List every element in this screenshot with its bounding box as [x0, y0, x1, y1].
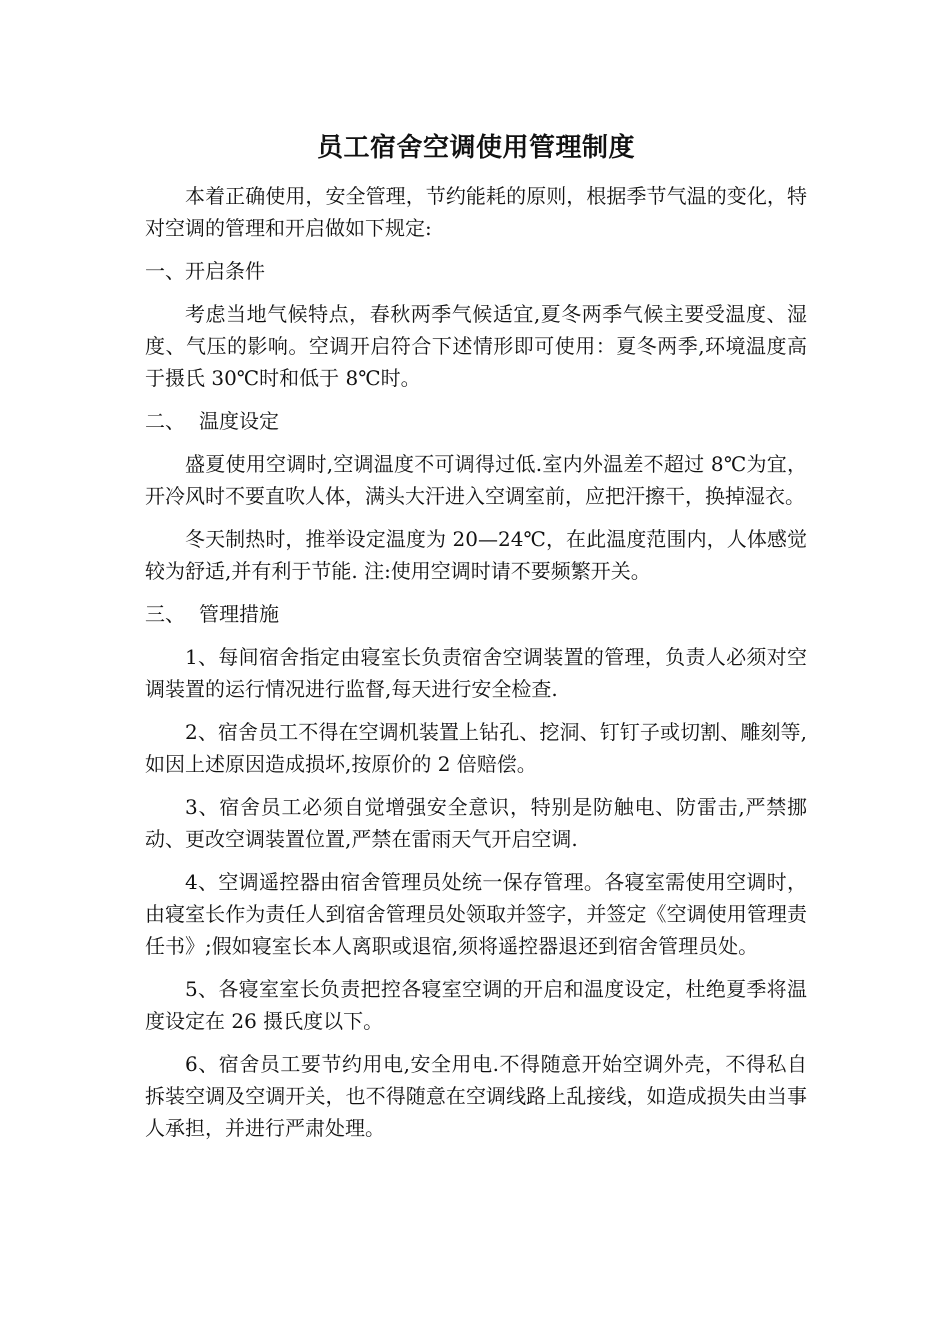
document-page — [145, 128, 807, 1155]
measure-item: 4、空调遥控器由宿舍管理员处统一保存管理。各寝室需使用空调时，由寝室长作为责任人到宿舍管理员处领取并签字，并签定《空调使用管理责任书》;假如寝室长本人离职或退宿,须将遥控器退还到宿舍管理员处。 — [145, 870, 807, 958]
section-number: 三、 — [145, 602, 185, 626]
intro-paragraph: 本着正确使用，安全管理，节约能耗的原则，根据季节气温的变化，特对空调的管理和开启做如下规定: — [145, 184, 807, 240]
section-heading-temperature-setting — [145, 405, 807, 437]
measure-item: 5、各寝室室长负责把控各寝室空调的开启和温度设定，杜绝夏季将温度设定在 26 摄氏度以下。 — [145, 977, 807, 1033]
measure-item: 3、宿舍员工必须自觉增强安全意识，特别是防触电、防雷击,严禁挪动、更改空调装置位置,严禁在雷雨天气开启空调. — [145, 795, 807, 851]
measure-item: 2、宿舍员工不得在空调机装置上钻孔、挖洞、钉钉子或切割、雕刻等,如因上述原因造成损坏,按原价的 2 倍赔偿。 — [145, 720, 807, 776]
section-heading-management-measures — [145, 598, 807, 630]
section-heading-text: 温度设定 — [199, 409, 279, 433]
measure-item: 6、宿舍员工要节约用电,安全用电.不得随意开始空调外壳，不得私自拆装空调及空调开关，也不得随意在空调线路上乱接线，如造成损失由当事人承担，并进行严肃处理。 — [145, 1052, 807, 1140]
section-number: 二、 — [145, 409, 185, 433]
temperature-summer-paragraph: 盛夏使用空调时,空调温度不可调得过低.室内外温差不超过 8℃为宜，开冷风时不要直吹人体，满头大汗进入空调室前，应把汗擦干，换掉湿衣。 — [145, 452, 807, 508]
section-heading-text: 管理措施 — [199, 602, 279, 626]
section-heading-opening-conditions: 一、开启条件 — [145, 259, 265, 283]
document-title: 员工宿舍空调使用管理制度 — [316, 133, 635, 163]
temperature-winter-paragraph: 冬天制热时，推举设定温度为 20—24℃，在此温度范围内，人体感觉较为舒适,并有利于节能. 注:使用空调时请不要频繁开关。 — [145, 527, 807, 583]
measure-item: 1、每间宿舍指定由寝室长负责宿舍空调装置的管理，负责人必须对空调装置的运行情况进行监督,每天进行安全检查. — [145, 645, 807, 701]
opening-conditions-paragraph: 考虑当地气候特点，春秋两季气候适宜,夏冬两季气候主要受温度、湿度、气压的影响。空调开启符合下述情形即可使用：夏冬两季,环境温度高于摄氏 30℃时和低于 8℃时。 — [145, 302, 807, 390]
